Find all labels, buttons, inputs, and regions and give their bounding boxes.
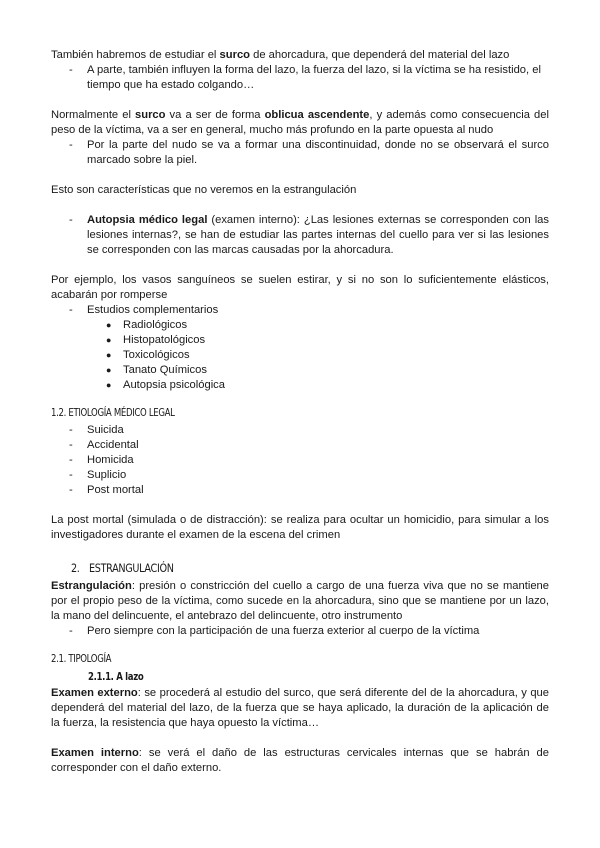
paragraph-estrangulacion-def: Estrangulación: presión o constricción del cuello a cargo de una fuerza viva que no se mantiene por el propio peso de la víctima, como sucede en la ahorcadura, sino que se mantiene por un lazo, la mano del delincuente, el antebrazo del delincuente, otro instrumento [51, 580, 549, 622]
list-item: - Post mortal [69, 484, 144, 496]
paragraph-vasos: Por ejemplo, los vasos sanguíneos se suelen estirar, y si no son lo suficientemente elásticos, acabarán por romperse [51, 274, 549, 301]
list-item: - Accidental [69, 439, 139, 451]
paragraph-surco-oblicuo: Normalmente el surco va a ser de forma oblicua ascendente, y además como consecuencia del peso de la víctima, va a ser en general, mucho más profundo en la parte opuesta al nudo [51, 109, 549, 136]
dash-marker: - [69, 64, 73, 76]
section-heading-etiologia: 1.2. ETIOLOGÍA MÉDICO LEGAL [51, 407, 175, 419]
bold-term-oblicua: oblicua ascendente [264, 109, 370, 121]
subsection-heading-a-lazo: 2.1.1. A lazo [88, 672, 144, 683]
paragraph-examen-interno: Examen interno: se verá el daño de las estructuras cervicales internas que se habrán de corresponder con el daño externo. [51, 747, 549, 774]
dash-item-estudios: - Estudios complementarios [51, 303, 549, 318]
section-heading-tipologia: 2.1. TIPOLOGÍA [51, 653, 112, 665]
list-item: - Homicida [69, 454, 134, 466]
document-page [51, 48, 549, 776]
dash-item-influencias: - A parte, también influyen la forma del lazo, la fuerza del lazo, si la víctima se ha resistido, el tiempo que ha estado colgando… [51, 63, 549, 93]
bullet-item: ● Toxicológicos [106, 349, 190, 361]
bullet-item: ● Autopsia psicológica [106, 379, 225, 391]
list-item: - Suplicio [69, 469, 127, 481]
dash-item-fuerza-exterior: - Pero siempre con la participación de una fuerza exterior al cuerpo de la víctima [51, 624, 549, 639]
bold-term-surco: surco [219, 49, 250, 61]
paragraph-examen-externo: Examen externo: se procederá al estudio del surco, que será diferente del de la ahorcadura, y que dependerá del material del lazo, de la fuerza que se haya aplicado, la duración de la aplicación de la fuerza, la resistencia que haya opuesto la víctima… [51, 687, 549, 729]
bullet-item: ● Histopatológicos [106, 334, 206, 346]
dash-item-autopsia: - Autopsia médico legal (examen interno): ¿Las lesiones externas se corresponden con las lesiones internas?, se han de estudiar las partes internas del cuello para ver si las lesiones se corresponden con las marcas causadas por la ahorcadura. [51, 213, 549, 258]
dash-item-nudo: - Por la parte del nudo se va a formar una discontinuidad, donde no se observará el surco marcado sobre la piel. [51, 138, 549, 168]
paragraph-post-mortal: La post mortal (simulada o de distracción): se realiza para ocultar un homicidio, para simular a los investigadores durante el examen de la escena del crimen [51, 514, 549, 541]
dash-marker: - [69, 214, 73, 226]
bold-term-estrangulacion: Estrangulación [51, 580, 132, 592]
list-item: - Suicida [69, 424, 124, 436]
paragraph-caracteristicas: Esto son características que no veremos en la estrangulación [51, 184, 357, 196]
paragraph-surco-intro: También habremos de estudiar el surco de ahorcadura, que dependerá del material del lazo [51, 49, 510, 61]
dash-marker: - [69, 304, 73, 316]
dash-marker: - [69, 625, 73, 637]
dash-marker: - [69, 139, 73, 151]
section-heading-estrangulacion: 2. ESTRANGULACIÓN [71, 560, 174, 575]
bullet-item: ● Radiológicos [106, 319, 188, 331]
bullet-item: ● Tanato Químicos [106, 364, 207, 376]
